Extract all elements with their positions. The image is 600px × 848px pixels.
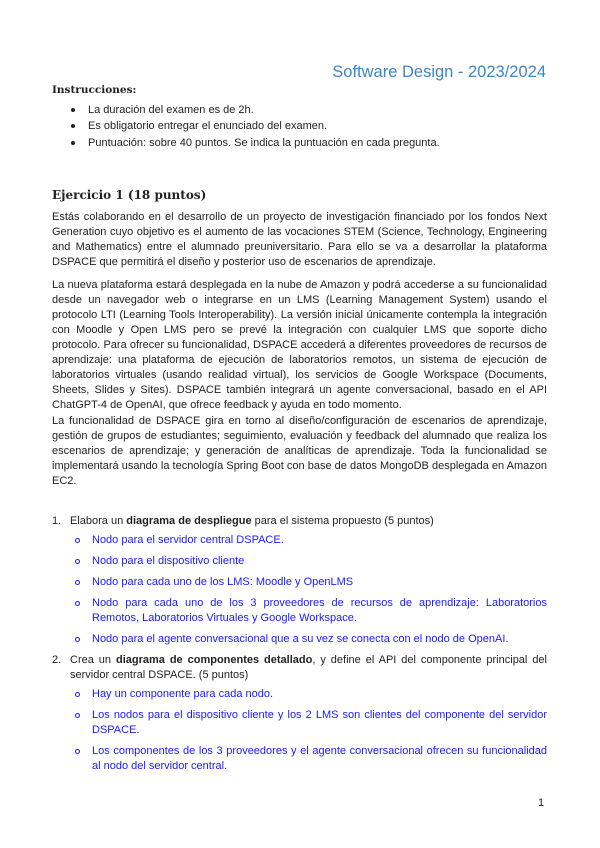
exercise-paragraph: Estás colaborando en el desarrollo de un proyecto de investigación financiado por los fondos Next Generation cuyo objetivo es el aumento de las vocaciones STEM (Science, Technology, Engineering and Mathematics) entre el alumnado preuniversitario. Para ello se va a desarrollar la plataforma DSPACE que permitirá el diseño y posterior uso de escenarios de aprendizaje.: [52, 211, 547, 268]
exercise-paragraph: La nueva plataforma estará desplegada en la nube de Amazon y podrá accederse a su funcionalidad desde un navegador web o integrarse en un LMS (Learning Management System) usando el protocolo LTI (Learning Tools Interoperability). La versión inicial únicamente contempla la integración con Moodle y Open LMS pero se prevé la integración con cualquier LMS que soporte dicho protocolo. Para ofrecer su funcionalidad, DSPACE accederá a diferentes proveedores de recursos de aprendizaje: una plataforma de ejecución de laboratorios remotos, un sistema de ejecución de laboratorios virtuales (usando realidad virtual), los servicios de Google Workspace (Documents, Sheets, Slides y Sites). DSPACE también integrará un agente conversacional, basado en el API ChatGPT-4 de OpenAI, que ofrece feedback y ayuda en todo momento.: [52, 279, 547, 411]
questions-list: [52, 514, 547, 780]
question-text: Elabora un: [70, 515, 127, 527]
answer-item: Hay un componente para cada nodo.: [70, 687, 547, 702]
page-number: 1: [538, 797, 545, 809]
instructions-heading: Instrucciones:: [52, 84, 137, 96]
document-title: Software Design - 2023/2024: [332, 63, 546, 81]
exercise-paragraph: La funcionalidad de DSPACE gira en torno al diseño/configuración de escenarios de aprendizaje, gestión de grupos de estudiantes; seguimiento, evaluación y feedback del alumnado que realiza los escenarios de aprendizaje; y generación de analíticas de aprendizaje. Toda la funcionalidad se implementará usando la tecnología Spring Boot con base de datos MongoDB desplegada en Amazon EC2.: [52, 415, 547, 487]
question-number: 1.: [52, 515, 62, 527]
answer-item: Nodo para el servidor central DSPACE.: [70, 533, 547, 548]
exercise-heading: Ejercicio 1 (18 puntos): [52, 188, 207, 202]
answer-item: Los componentes de los 3 proveedores y el agente conversacional ofrecen su funcionalidad al nodo del servidor central.: [70, 744, 547, 774]
answer-item: Los nodos para el dispositivo cliente y los 2 LMS son clientes del componente del servidor DSPACE.: [70, 708, 547, 738]
answer-list: [70, 533, 547, 647]
question-number: 2.: [52, 654, 62, 666]
answer-item: Nodo para cada uno de los 3 proveedores de recursos de aprendizaje: Laboratorios Remotos, Laboratorios Virtuales y Google Workspace.: [70, 596, 547, 626]
question-keyword: diagrama de despliegue: [126, 515, 252, 527]
answer-item: Nodo para el agente conversacional que a su vez se conecta con el nodo de OpenAI.: [70, 632, 547, 647]
answer-list: [70, 687, 547, 774]
question-text: , y define el API del componente principal del servidor central DSPACE. (5 puntos): [70, 654, 547, 681]
answer-item: Nodo para el dispositivo cliente: [70, 554, 547, 569]
question-text: para el sistema propuesto (5 puntos): [251, 515, 434, 527]
instruction-item: La duración del examen es de 2h.: [88, 102, 440, 118]
instruction-item: Es obligatorio entregar el enunciado del examen.: [88, 118, 440, 134]
instruction-item: Puntuación: sobre 40 puntos. Se indica la puntuación en cada pregunta.: [88, 135, 440, 151]
question-item: [52, 653, 547, 774]
question-text: Crea un: [70, 654, 116, 666]
answer-item: Nodo para cada uno de los LMS: Moodle y OpenLMS: [70, 575, 547, 590]
question-keyword: diagrama de componentes detallado: [115, 654, 313, 666]
instructions-list: [88, 102, 440, 151]
question-item: [52, 514, 547, 647]
